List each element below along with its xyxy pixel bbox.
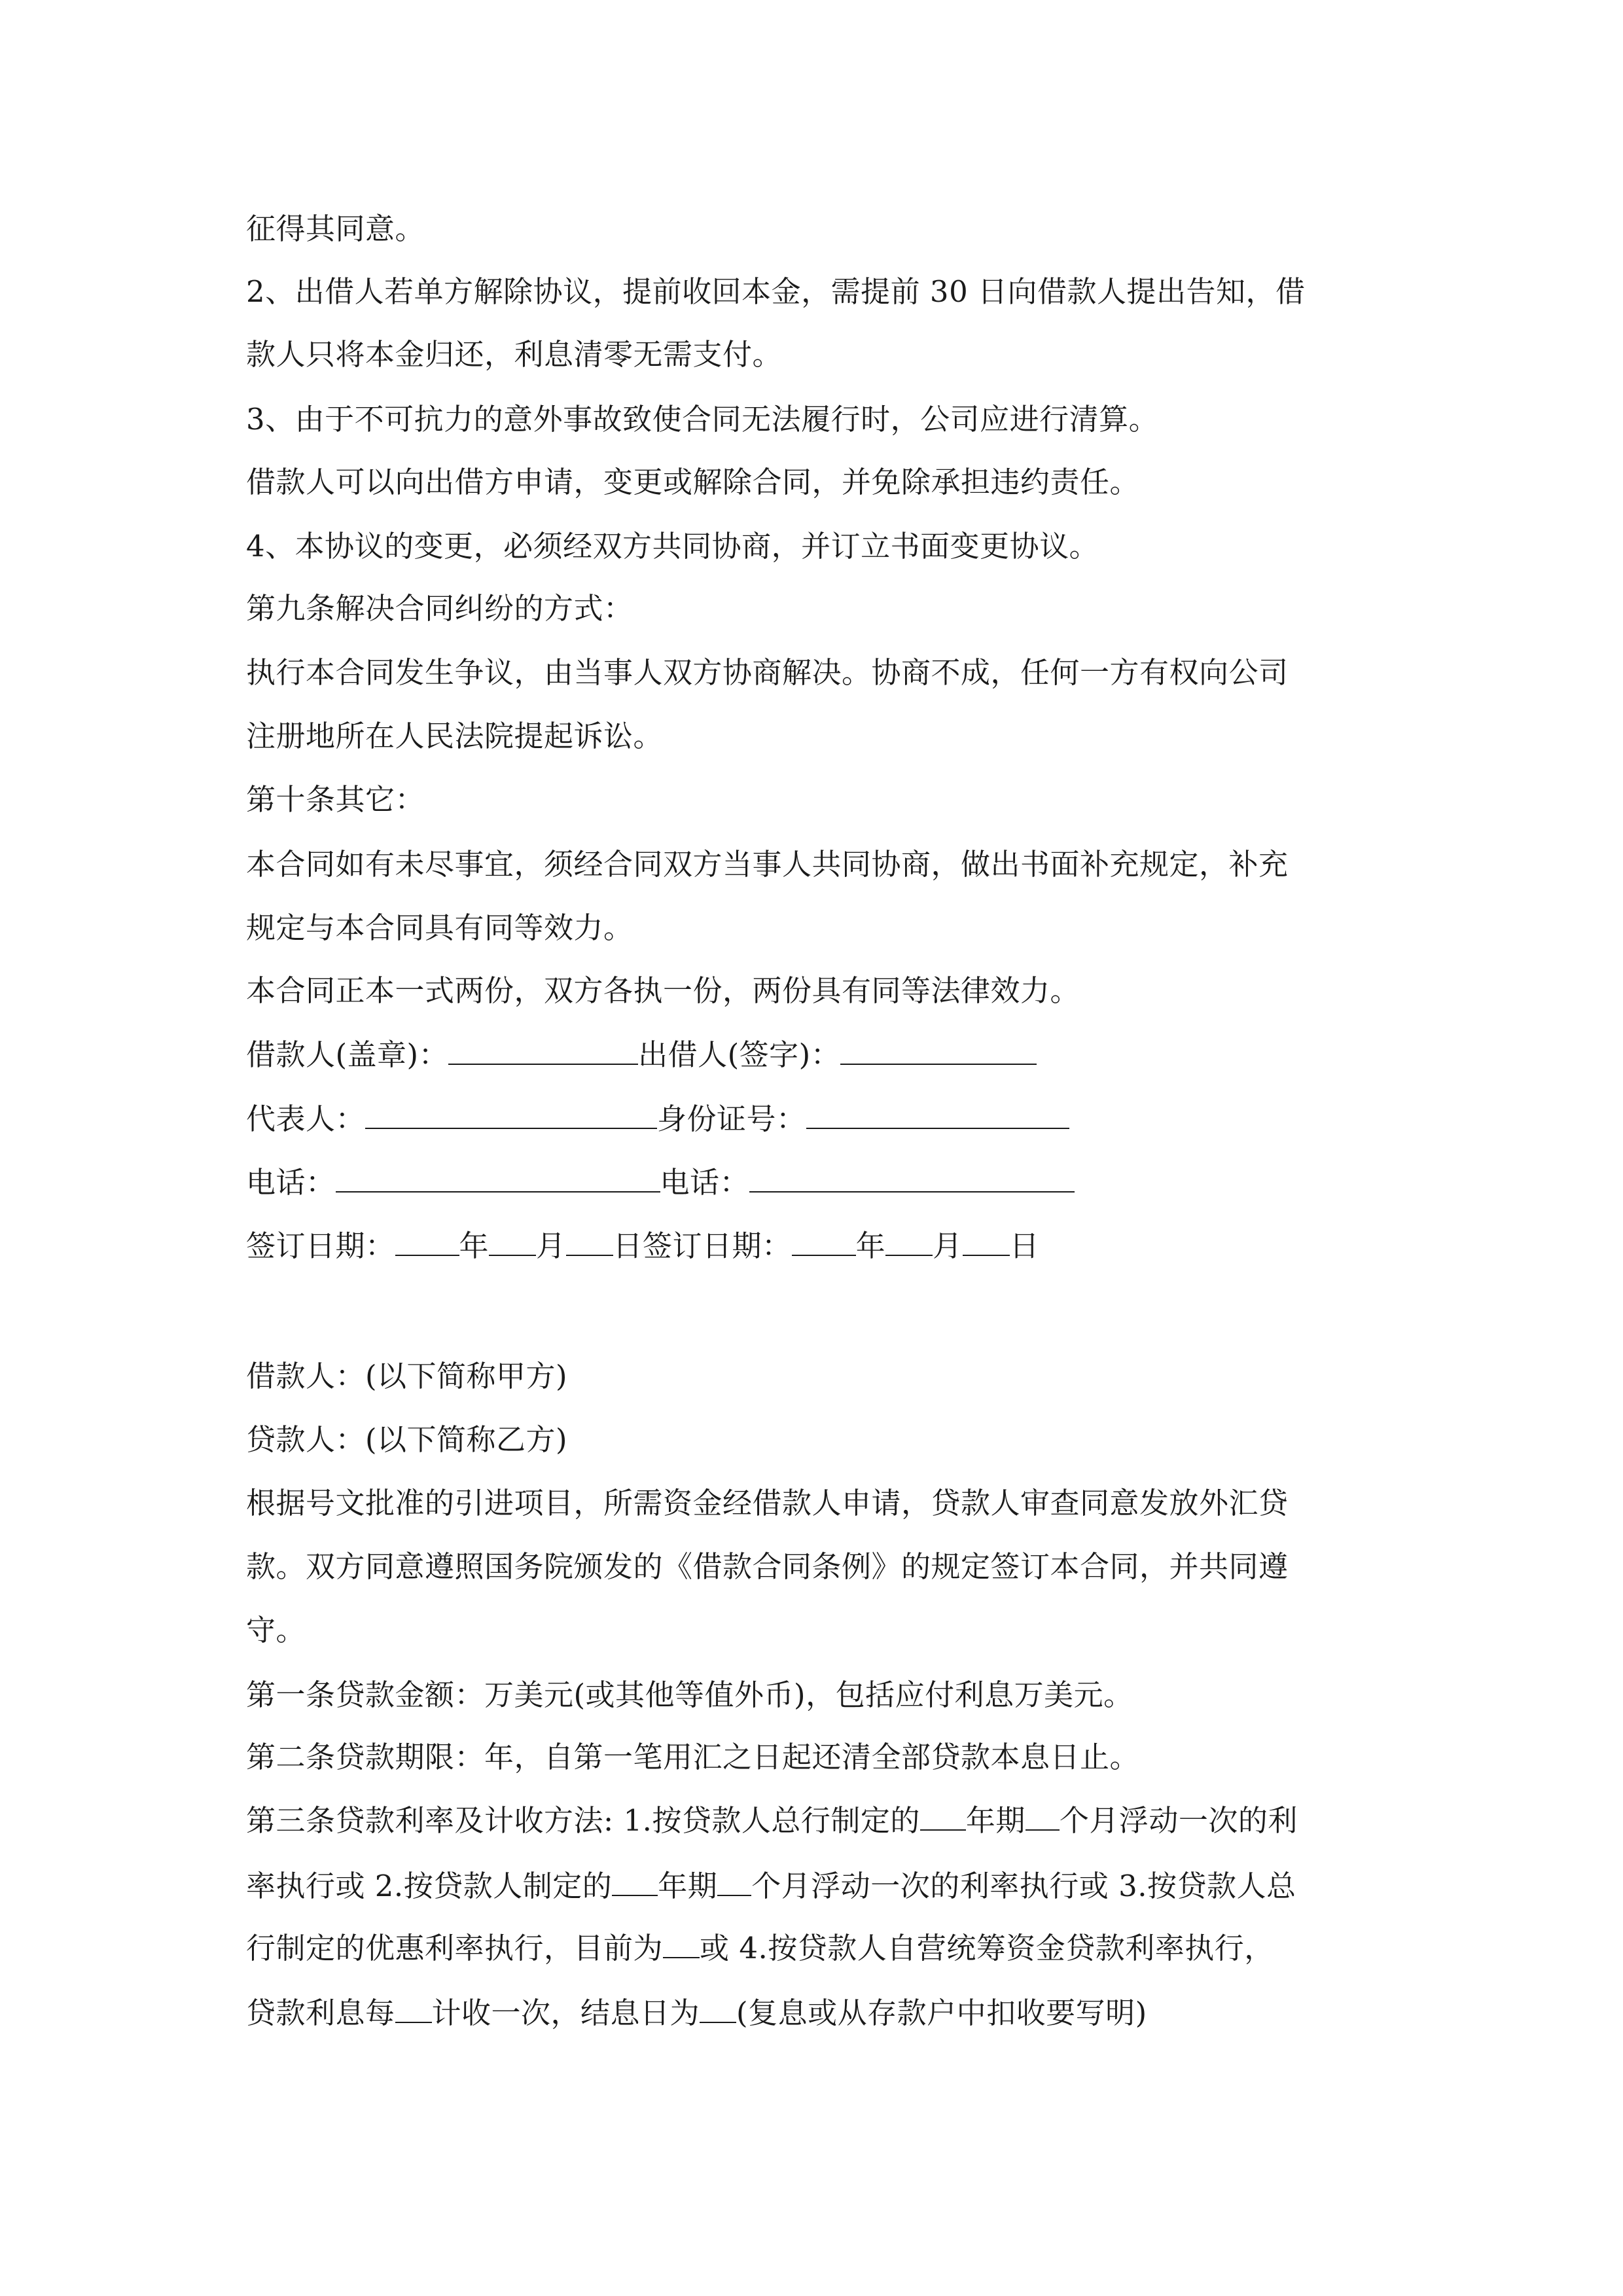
article-3-text-c: 个月浮动一次的利	[1059, 1803, 1298, 1838]
year-label-1: 年	[459, 1229, 490, 1263]
article-2-line: 第二条贷款期限：年，自第一笔用汇之日起还清全部贷款本息日止。	[246, 1740, 1140, 1774]
borrower-seal-blank[interactable]	[448, 1037, 638, 1065]
year-blank-1[interactable]	[395, 1229, 459, 1256]
current-rate-blank[interactable]	[663, 1931, 700, 1958]
clause-2-line-2: 款人只将本金归还，利息清零无需支付。	[246, 337, 783, 372]
year-blank-2[interactable]	[792, 1229, 856, 1256]
month-blank-2[interactable]	[885, 1229, 933, 1256]
article-1-line: 第一条贷款金额：万美元(或其他等值外币)，包括应付利息万美元。	[246, 1677, 1133, 1712]
article-3-text-b: 年期	[965, 1803, 1026, 1838]
id-number-blank[interactable]	[806, 1102, 1069, 1129]
borrower-party-line: 借款人：(以下简称甲方)	[246, 1359, 568, 1393]
day-label-2: 日	[1009, 1229, 1040, 1263]
preamble-line-1: 根据号文批准的引进项目，所需资金经借款人申请，贷款人审查同意发放外汇贷	[246, 1486, 1289, 1520]
article-3-text-g: 行制定的优惠利率执行，目前为	[246, 1931, 664, 1965]
article-3-text-i: 贷款利息每	[246, 1996, 395, 2030]
article-3-text-h: 或 4.按贷款人自营统筹资金贷款利率执行，	[700, 1931, 1274, 1965]
year-label-2: 年	[855, 1229, 886, 1263]
article-10-heading: 第十条其它：	[246, 782, 425, 817]
month-blank-1[interactable]	[489, 1229, 536, 1256]
month-label-2: 月	[933, 1229, 963, 1263]
lender-sign-label: 出借人(签字)：	[638, 1037, 841, 1072]
article-3-line-3	[246, 1929, 1274, 1968]
article-3-line-4	[246, 1994, 1147, 2033]
article-9-line-2: 注册地所在人民法院提起诉讼。	[246, 719, 664, 753]
day-blank-1[interactable]	[566, 1229, 613, 1256]
preamble-line-3: 守。	[246, 1613, 306, 1647]
phone-label-1: 电话：	[246, 1165, 336, 1200]
id-number-label: 身份证号：	[657, 1102, 806, 1136]
settlement-date-blank[interactable]	[700, 1996, 736, 2023]
representative-blank[interactable]	[365, 1102, 657, 1129]
representative-label: 代表人：	[246, 1102, 366, 1136]
article-10-line-1: 本合同如有未尽事宜，须经合同双方当事人共同协商，做出书面补充规定，补充	[246, 847, 1289, 882]
phone-blank-1[interactable]	[336, 1165, 660, 1193]
signature-row-2	[246, 1100, 1069, 1139]
day-blank-2[interactable]	[963, 1229, 1010, 1256]
borrower-seal-label: 借款人(盖章)：	[246, 1037, 449, 1072]
rate-month-blank-2[interactable]	[717, 1869, 751, 1896]
article-3-line-1	[246, 1801, 1298, 1840]
phone-blank-2[interactable]	[749, 1165, 1075, 1193]
copies-statement: 本合同正本一式两份，双方各执一份，两份具有同等法律效力。	[246, 973, 1080, 1008]
signature-row-1	[246, 1035, 1037, 1075]
signature-row-4	[246, 1227, 1039, 1266]
article-10-line-2: 规定与本合同具有同等效力。	[246, 910, 633, 945]
article-9-heading: 第九条解决合同纠纷的方式：	[246, 591, 633, 626]
signature-row-3	[246, 1163, 1075, 1202]
month-label-1: 月	[536, 1229, 566, 1263]
rate-month-blank-1[interactable]	[1026, 1803, 1060, 1831]
interest-period-blank[interactable]	[395, 1996, 432, 2023]
sign-date-label-1: 签订日期：	[246, 1229, 395, 1263]
rate-year-blank-1[interactable]	[920, 1803, 966, 1831]
rate-year-blank-2[interactable]	[612, 1869, 658, 1896]
clause-3-line: 3、由于不可抗力的意外事故致使合同无法履行时，公司应进行清算。	[246, 402, 1159, 437]
text-line: 征得其同意。	[246, 211, 425, 246]
article-3-text-a: 第三条贷款利率及计收方法: 1.按贷款人总行制定的	[246, 1803, 920, 1838]
preamble-line-2: 款。双方同意遵照国务院颁发的《借款合同条例》的规定签订本合同，并共同遵	[246, 1549, 1289, 1584]
article-3-line-2	[246, 1867, 1296, 1906]
article-3-text-e: 年期	[658, 1869, 718, 1903]
article-9-line-1: 执行本合同发生争议，由当事人双方协商解决。协商不成，任何一方有权向公司	[246, 655, 1289, 690]
clause-3-continuation: 借款人可以向出借方申请，变更或解除合同，并免除承担违约责任。	[246, 465, 1140, 499]
clause-4-line: 4、本协议的变更，必须经双方共同协商，并订立书面变更协议。	[246, 529, 1099, 564]
clause-2-line-1: 2、出借人若单方解除协议，提前收回本金，需提前 30 日向借款人提出告知，借	[246, 274, 1306, 309]
article-3-text-j: 计收一次，结息日为	[431, 1996, 700, 2030]
article-3-text-d: 率执行或 2.按贷款人制定的	[246, 1869, 613, 1903]
lender-sign-blank[interactable]	[840, 1037, 1037, 1065]
lender-party-line: 贷款人：(以下简称乙方)	[246, 1422, 568, 1457]
phone-label-2: 电话：	[660, 1165, 750, 1200]
sign-date-label-2: 日签订日期：	[613, 1229, 792, 1263]
article-3-text-k: (复息或从存款户中扣收要写明)	[736, 1996, 1147, 2030]
article-3-text-f: 个月浮动一次的利率执行或 3.按贷款人总	[751, 1869, 1296, 1903]
